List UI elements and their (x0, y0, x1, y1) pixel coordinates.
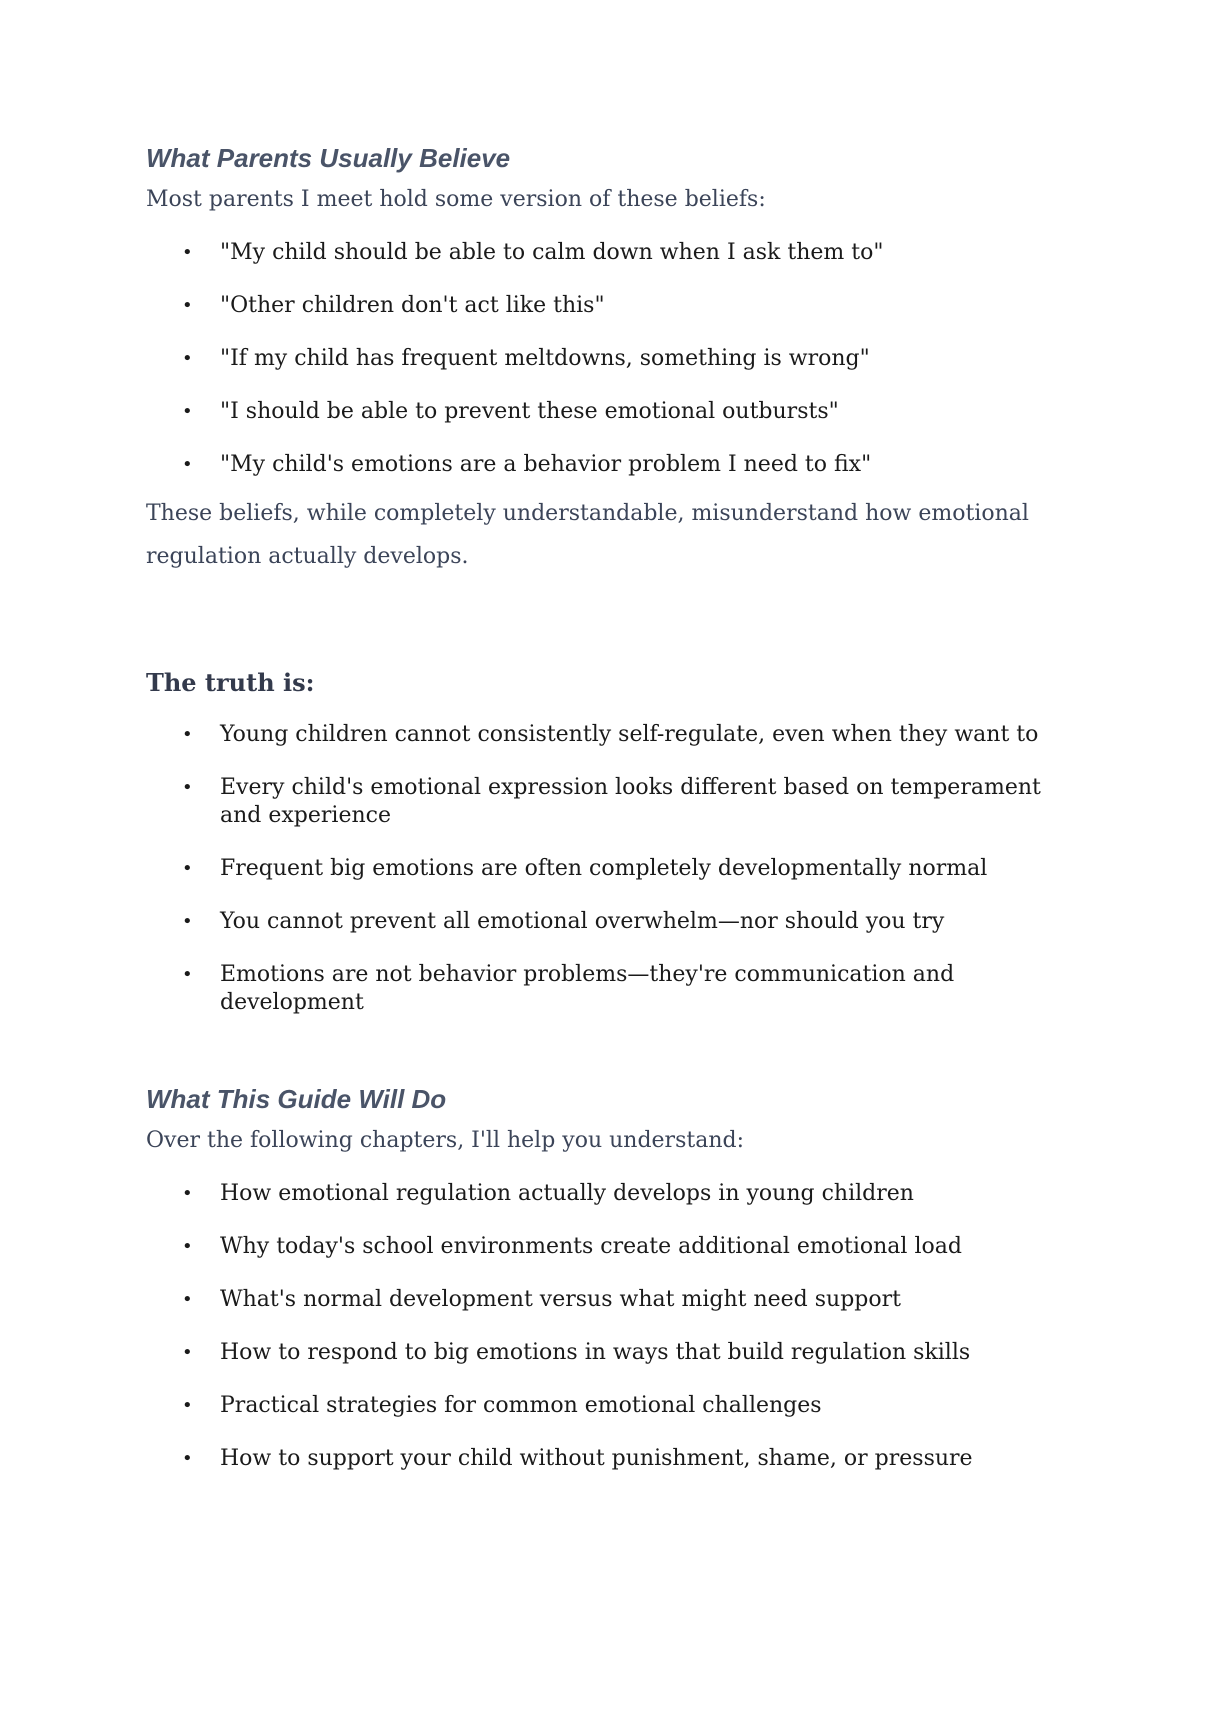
beliefs-list (146, 239, 1086, 479)
section1-intro: Most parents I meet hold some version of these beliefs: (146, 187, 766, 212)
list-item (146, 292, 1086, 320)
closing-line-1: These beliefs, while completely understandable, misunderstand how emotional (146, 501, 1029, 526)
page-content (146, 140, 1086, 1473)
list-item-text: You cannot prevent all emotional overwhelm—nor should you try (220, 909, 945, 934)
bullet-icon: • (182, 348, 193, 369)
bullet-icon: • (182, 1342, 193, 1363)
bullet-icon: • (182, 295, 193, 316)
list-item-text: "Other children don't act like this" (220, 293, 605, 318)
closing-line-2: regulation actually develops. (146, 544, 469, 569)
list-item (146, 345, 1086, 373)
list-item (146, 961, 1086, 1017)
list-item (146, 774, 1086, 830)
bullet-icon: • (182, 242, 193, 263)
list-item-text: What's normal development versus what might need support (220, 1287, 901, 1312)
list-item-text: Practical strategies for common emotional challenges (220, 1393, 822, 1418)
bullet-icon: • (182, 964, 193, 985)
bullet-icon: • (182, 1289, 193, 1310)
list-item (146, 239, 1086, 267)
list-item-text: How emotional regulation actually develops in young children (220, 1181, 914, 1206)
list-item (146, 1339, 1086, 1367)
list-item-text: Why today's school environments create additional emotional load (220, 1234, 962, 1259)
list-item-text: How to respond to big emotions in ways that build regulation skills (220, 1340, 971, 1365)
list-item (146, 451, 1086, 479)
bullet-icon: • (182, 401, 193, 422)
bullet-icon: • (182, 858, 193, 879)
list-item-text: How to support your child without punishment, shame, or pressure (220, 1446, 973, 1471)
bullet-icon: • (182, 777, 193, 798)
section-heading-what-parents-believe: What Parents Usually Believe (146, 143, 511, 173)
bullet-icon: • (182, 911, 193, 932)
guide-list (146, 1180, 1086, 1473)
section3-intro: Over the following chapters, I'll help you understand: (146, 1128, 744, 1153)
list-item (146, 1445, 1086, 1473)
bullet-icon: • (182, 1183, 193, 1204)
list-item-text: "My child should be able to calm down when I ask them to" (220, 240, 884, 265)
list-item-text: "If my child has frequent meltdowns, something is wrong" (220, 346, 870, 371)
list-item-text: "I should be able to prevent these emotional outbursts" (220, 399, 839, 424)
section-heading-truth: The truth is: (146, 668, 315, 697)
bullet-icon: • (182, 1448, 193, 1469)
list-item (146, 855, 1086, 883)
list-item (146, 721, 1086, 749)
list-item (146, 398, 1086, 426)
list-item (146, 1286, 1086, 1314)
list-item-text: Emotions are not behavior problems—they're communication and development (220, 962, 955, 1015)
section1-closing-paragraph (146, 492, 1086, 578)
truth-list (146, 721, 1086, 1017)
list-item-text: Young children cannot consistently self-regulate, even when they want to (220, 722, 1039, 747)
bullet-icon: • (182, 1236, 193, 1257)
list-item (146, 1180, 1086, 1208)
list-item-text: Frequent big emotions are often completely developmentally normal (220, 856, 988, 881)
section-heading-what-guide-will-do: What This Guide Will Do (146, 1084, 447, 1114)
list-item-text: Every child's emotional expression looks different based on temperament and experience (220, 775, 1041, 828)
bullet-icon: • (182, 1395, 193, 1416)
list-item-text: "My child's emotions are a behavior problem I need to fix" (220, 452, 872, 477)
bullet-icon: • (182, 454, 193, 475)
list-item (146, 1233, 1086, 1261)
bullet-icon: • (182, 724, 193, 745)
list-item (146, 908, 1086, 936)
list-item (146, 1392, 1086, 1420)
